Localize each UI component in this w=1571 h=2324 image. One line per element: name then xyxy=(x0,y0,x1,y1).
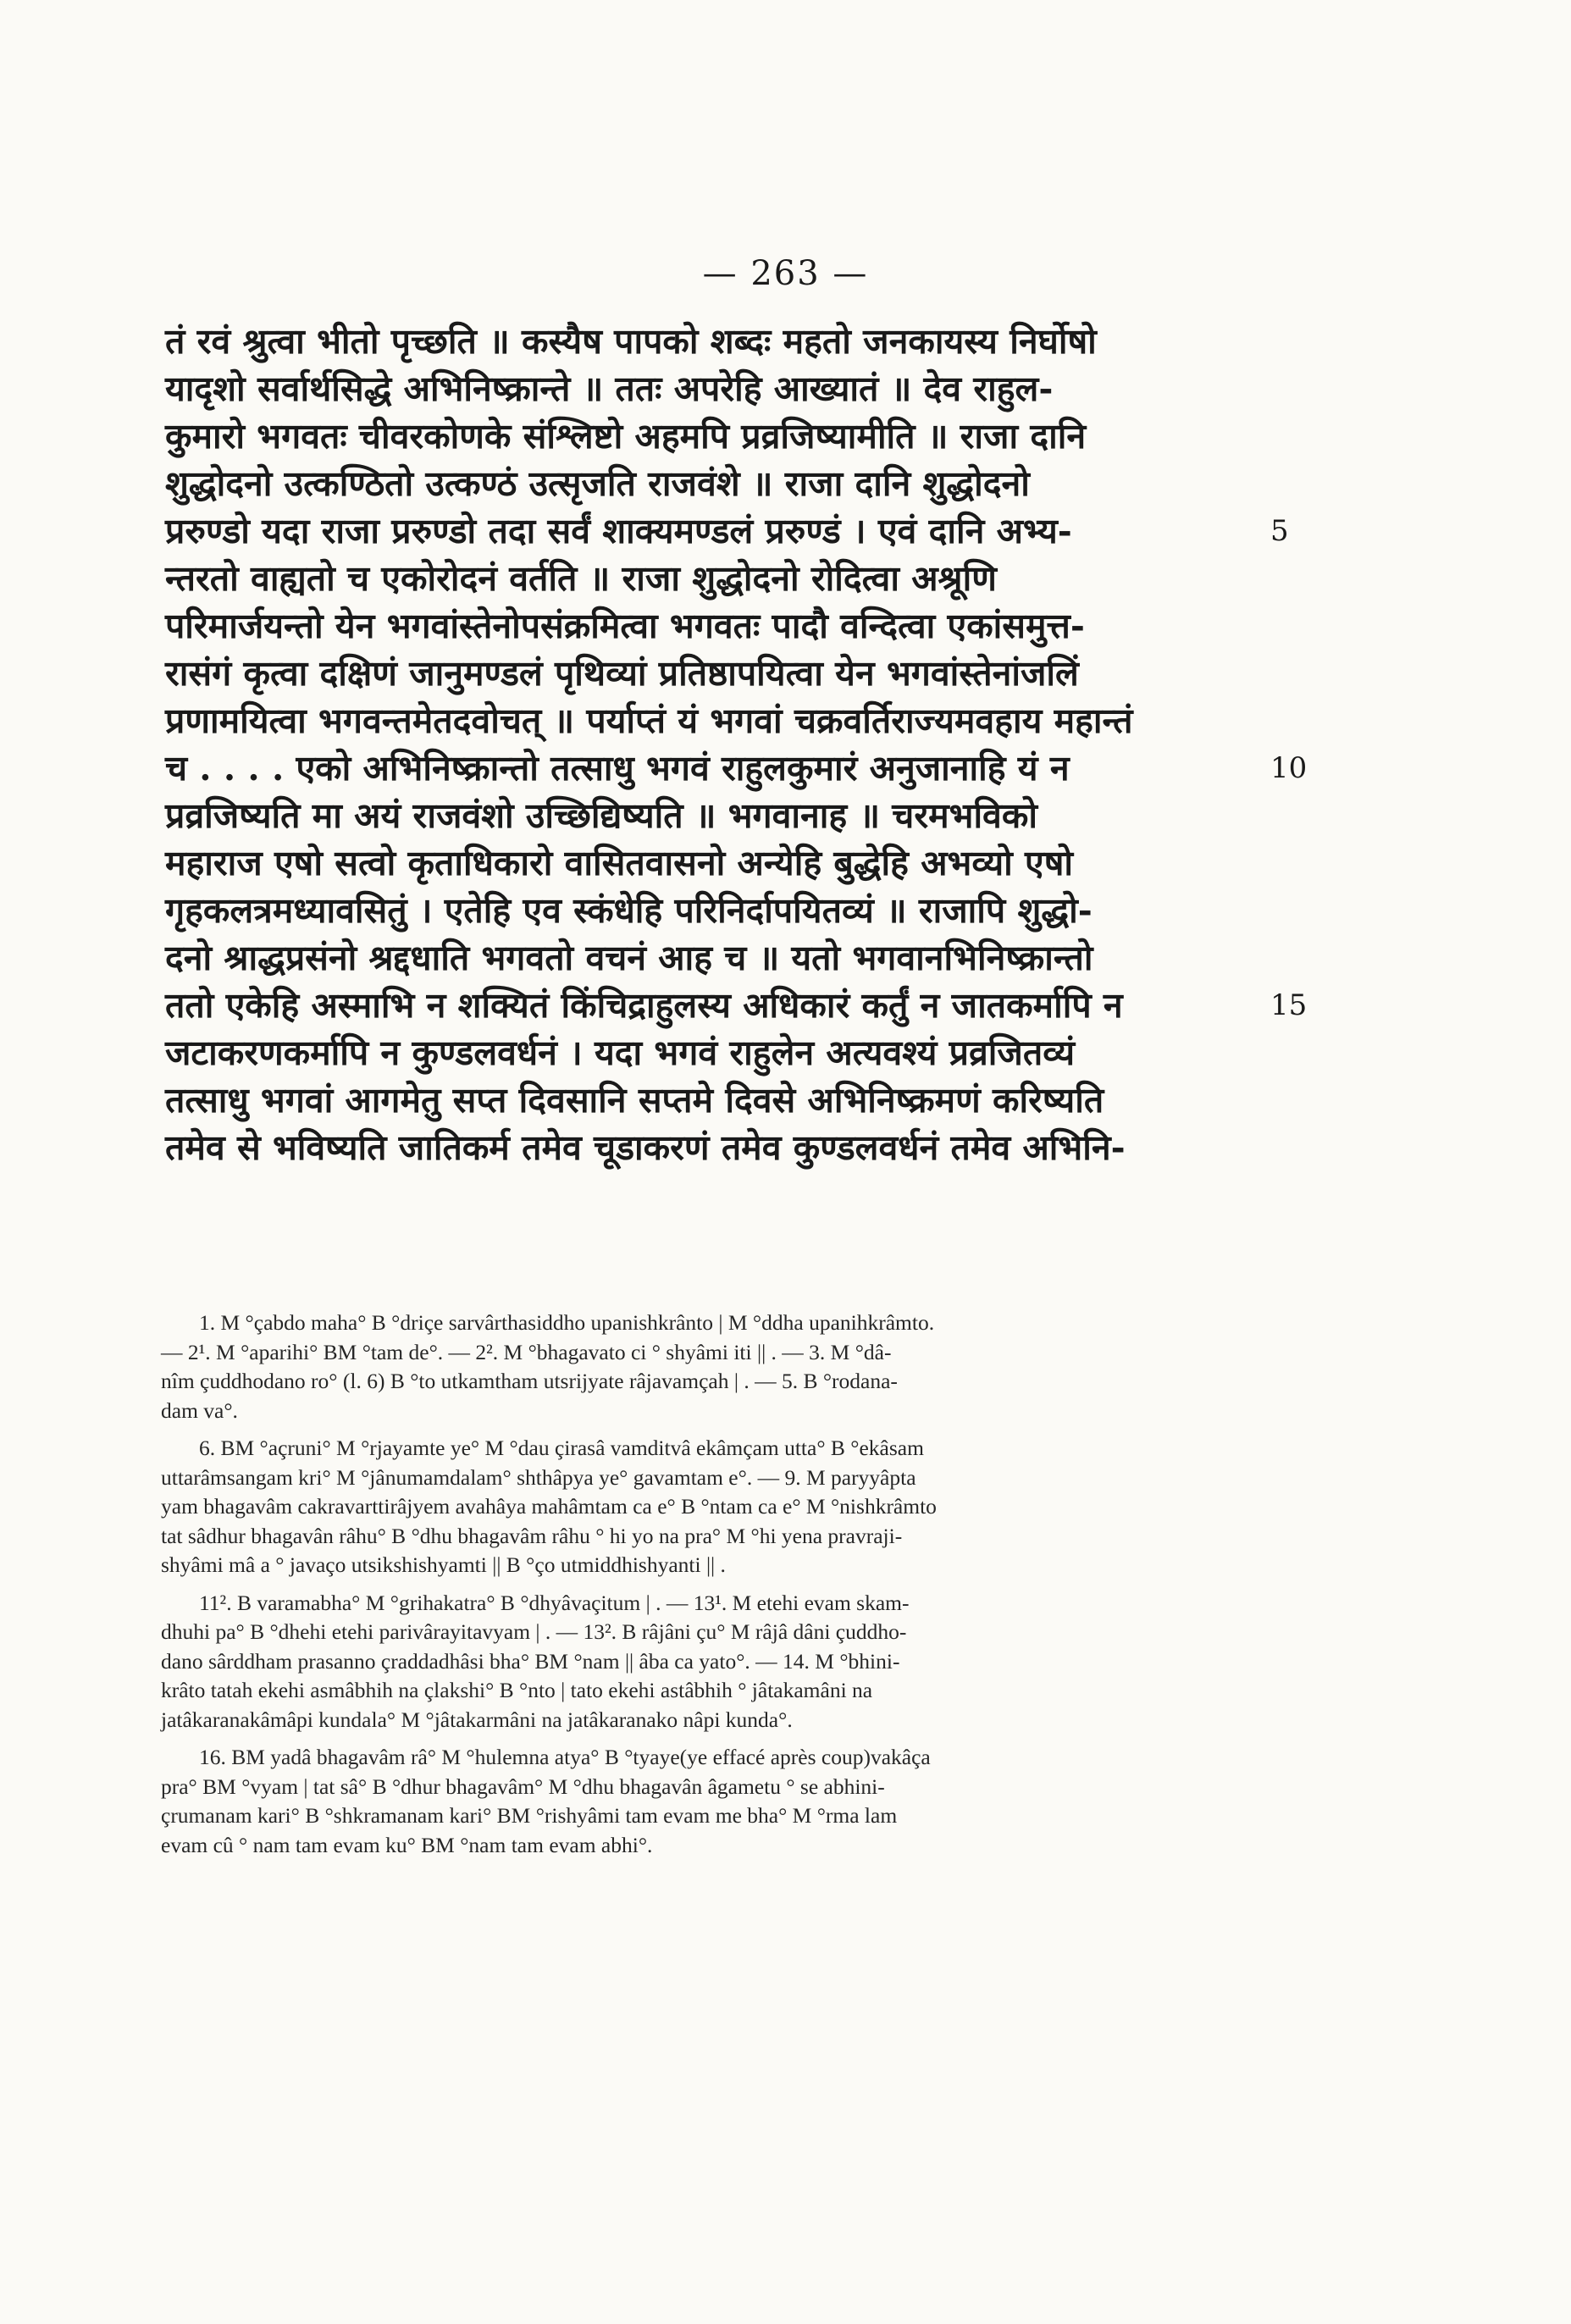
verse-line-text: परिमार्जयन्तो येन भगवांस्तेनोपसंक्रमित्वा भगवतः पादौ वन्दित्वा एकांसमुत्त- xyxy=(165,606,1085,646)
verse-line-text: ततो एकेहि अस्माभि न शक्यितं किंचिद्राहुलस्य अधिकारं कर्तुं न जातकर्मापि न xyxy=(165,985,1123,1026)
footnote-line: 16. BM yadâ bhagavâm râ° M °hulemna atya° B °tyaye(ye effacé après coup)vakâça xyxy=(199,1745,931,1769)
verse-line xyxy=(165,792,1262,839)
footnote-line: krâto tatah ekehi asmâbhih na çlakshi° B °nto | tato ekehi astâbhih ° jâtakamâni na xyxy=(161,1678,873,1702)
footnote-line: dam va°. xyxy=(161,1397,238,1423)
verse-line-text: प्रव्रजिष्यति मा अयं राजवंशो उच्छिद्यिष्यति ॥ भगवानाह ॥ चरमभविको xyxy=(165,795,1037,836)
footnote-line: 6. BM °açruni° M °rjayamte ye° M °dau çirasâ vamditvâ ekâmçam utta° B °ekâsam xyxy=(199,1436,924,1460)
footnote-line: dano sârddham prasanno çraddadhâsi bha° BM °nam || âba ca yato°. — 14. M °bhini- xyxy=(161,1648,900,1674)
footnote-paragraph xyxy=(161,1434,1262,1580)
verse-line xyxy=(165,602,1262,650)
verse-line-text: दनो श्राद्धप्रसंनो श्रद्दधाति भगवतो वचनं आह च ॥ यतो भगवानभिनिष्क्रान्तो xyxy=(165,938,1093,978)
verse-line-text: जटाकरणकर्मापि न कुण्डलवर्धनं । यदा भगवं राहुलेन अत्यवश्यं प्रव्रजितव्यं xyxy=(165,1032,1075,1073)
verse-line xyxy=(165,365,1262,412)
verse-line xyxy=(165,650,1262,697)
verse-line-text: च . . . . एको अभिनिष्क्रान्तो तत्साधु भगवं राहुलकुमारं अनुजानाहि यं न xyxy=(165,748,1070,788)
footnote-line: pra° BM °vyam | tat sâ° B °dhur bhagavâm° M °dhu bhagavân âgametu ° se abhini- xyxy=(161,1773,885,1799)
verse-line-text: प्रणामयित्वा भगवन्तमेतदवोचत् ॥ पर्याप्तं यं भगवां चक्रवर्तिराज्यमवहाय महान्तं xyxy=(165,700,1133,741)
footnote-line: shyâmi mâ a ° javaço utsikshishyamti || B °ço utmiddhishyanti || . xyxy=(161,1552,726,1577)
footnotes xyxy=(161,1309,1262,1868)
verse-line xyxy=(165,982,1308,1029)
footnote-line: evam cû ° nam tam evam ku° BM °nam tam evam abhi°. xyxy=(161,1832,653,1857)
footnote-paragraph xyxy=(161,1309,1262,1425)
verse-line xyxy=(165,318,1262,365)
footnote-line: dhuhi pa° B °dhehi etehi parivârayitavyam | . — 13². B râjâni çu° M râjâ dâni çuddho- xyxy=(161,1619,907,1644)
footnote-paragraph xyxy=(161,1589,1262,1735)
footnote-line: tat sâdhur bhagavân râhu° B °dhu bhagavâm râhu ° hi yo na pra° M °hi yena pravraji- xyxy=(161,1523,903,1548)
verse-line-text: महाराज एषो सत्वो कृताधिकारो वासितवासनो अन्येहि बुद्धेहि अभव्यो एषो xyxy=(165,843,1074,883)
verse-line xyxy=(165,412,1262,460)
footnote-line: yam bhagavâm cakravarttirâjyem avahâya mahâmtam ca e° B °ntam ca e° M °nishkrâmto xyxy=(161,1494,937,1519)
verse-line-text: तं रवं श्रुत्वा भीतो पृच्छति ॥ कस्यैष पापको शब्दः महतो जनकायस्य निर्घोषो xyxy=(165,321,1097,362)
verse-line xyxy=(165,460,1262,507)
verse-line xyxy=(165,1124,1262,1171)
page-number: — 263 — xyxy=(702,254,869,293)
footnote-line: 11². B varamabha° M °grihakatra° B °dhyâvaçitum | . — 13¹. M etehi evam skam- xyxy=(199,1590,910,1615)
line-number: 5 xyxy=(1270,514,1289,548)
verse-line xyxy=(165,1029,1262,1076)
verse-line xyxy=(165,507,1289,555)
line-number: 10 xyxy=(1270,751,1308,785)
verse-line-text: तमेव से भविष्यति जातिकर्म तमेव चूडाकरणं तमेव कुण्डलवर्धनं तमेव अभिनि- xyxy=(165,1127,1126,1168)
footnote-paragraph xyxy=(161,1743,1262,1860)
verse-line-text: रासंगं कृत्वा दक्षिणं जानुमण्डलं पृथिव्यां प्रतिष्ठापयित्वा येन भगवांस्तेनांजलिं xyxy=(165,653,1079,694)
footnote-line: 1. M °çabdo maha° B °driçe sarvârthasiddho upanishkrânto | M °ddha upanihkrâmto. xyxy=(199,1310,935,1335)
footnote-line: — 2¹. M °aparihi° BM °tam de°. — 2². M °bhagavato ci ° shyâmi iti || . — 3. M °dâ- xyxy=(161,1339,892,1364)
verse-line-text: गृहकलत्रमध्यावसितुं । एतेहि एव स्कंधेहि परिनिर्दापयितव्यं ॥ राजापि शुद्धो- xyxy=(165,890,1093,931)
verse-line xyxy=(165,934,1262,982)
verse-line xyxy=(165,839,1262,887)
footnote-line: nîm çuddhodano ro° (l. 6) B °to utkamtham utsrijyate râjavamçah | . — 5. B °rodana- xyxy=(161,1369,898,1393)
verse-line-text: तत्साधु भगवां आगमेतु सप्त दिवसानि सप्तमे दिवसे अभिनिष्क्रमणं करिष्यति xyxy=(165,1080,1104,1120)
verse-line xyxy=(165,1076,1262,1124)
sanskrit-text-block xyxy=(165,318,1308,1171)
verse-line xyxy=(165,887,1262,934)
footnote-line: çrumanam kari° B °shkramanam kari° BM °rishyâmi tam evam me bha° M °rma lam xyxy=(161,1803,898,1828)
verse-line xyxy=(165,744,1308,792)
footnote-line: uttarâmsangam kri° M °jânumamdalam° shthâpya ye° gavamtam e°. — 9. M paryyâpta xyxy=(161,1464,916,1490)
verse-line-text: यादृशो सर्वार्थसिद्धे अभिनिष्क्रान्ते ॥ ततः अपरेहि आख्यातं ॥ देव राहुल- xyxy=(165,368,1054,409)
verse-line-text: न्तरतो वाह्यतो च एकोरोदनं वर्तति ॥ राजा शुद्धोदनो रोदित्वा अश्रूणि xyxy=(165,558,997,599)
verse-line-text: प्ररुण्डो यदा राजा प्ररुण्डो तदा सर्वं शाक्यमण्डलं प्ररुण्डं । एवं दानि अभ्य- xyxy=(165,511,1072,551)
verse-line-text: शुद्धोदनो उत्कण्ठितो उत्कण्ठं उत्सृजति राजवंशे ॥ राजा दानि शुद्धोदनो xyxy=(165,463,1030,504)
footnote-line: jatâkaranakâmâpi kundala° M °jâtakarmâni na jatâkaranako nâpi kunda°. xyxy=(161,1707,793,1732)
verse-line xyxy=(165,697,1262,744)
verse-line-text: कुमारो भगवतः चीवरकोणके संश्लिष्टो अहमपि प्रव्रजिष्यामीति ॥ राजा दानि xyxy=(165,416,1087,456)
verse-line xyxy=(165,555,1262,602)
line-number: 15 xyxy=(1270,988,1308,1022)
